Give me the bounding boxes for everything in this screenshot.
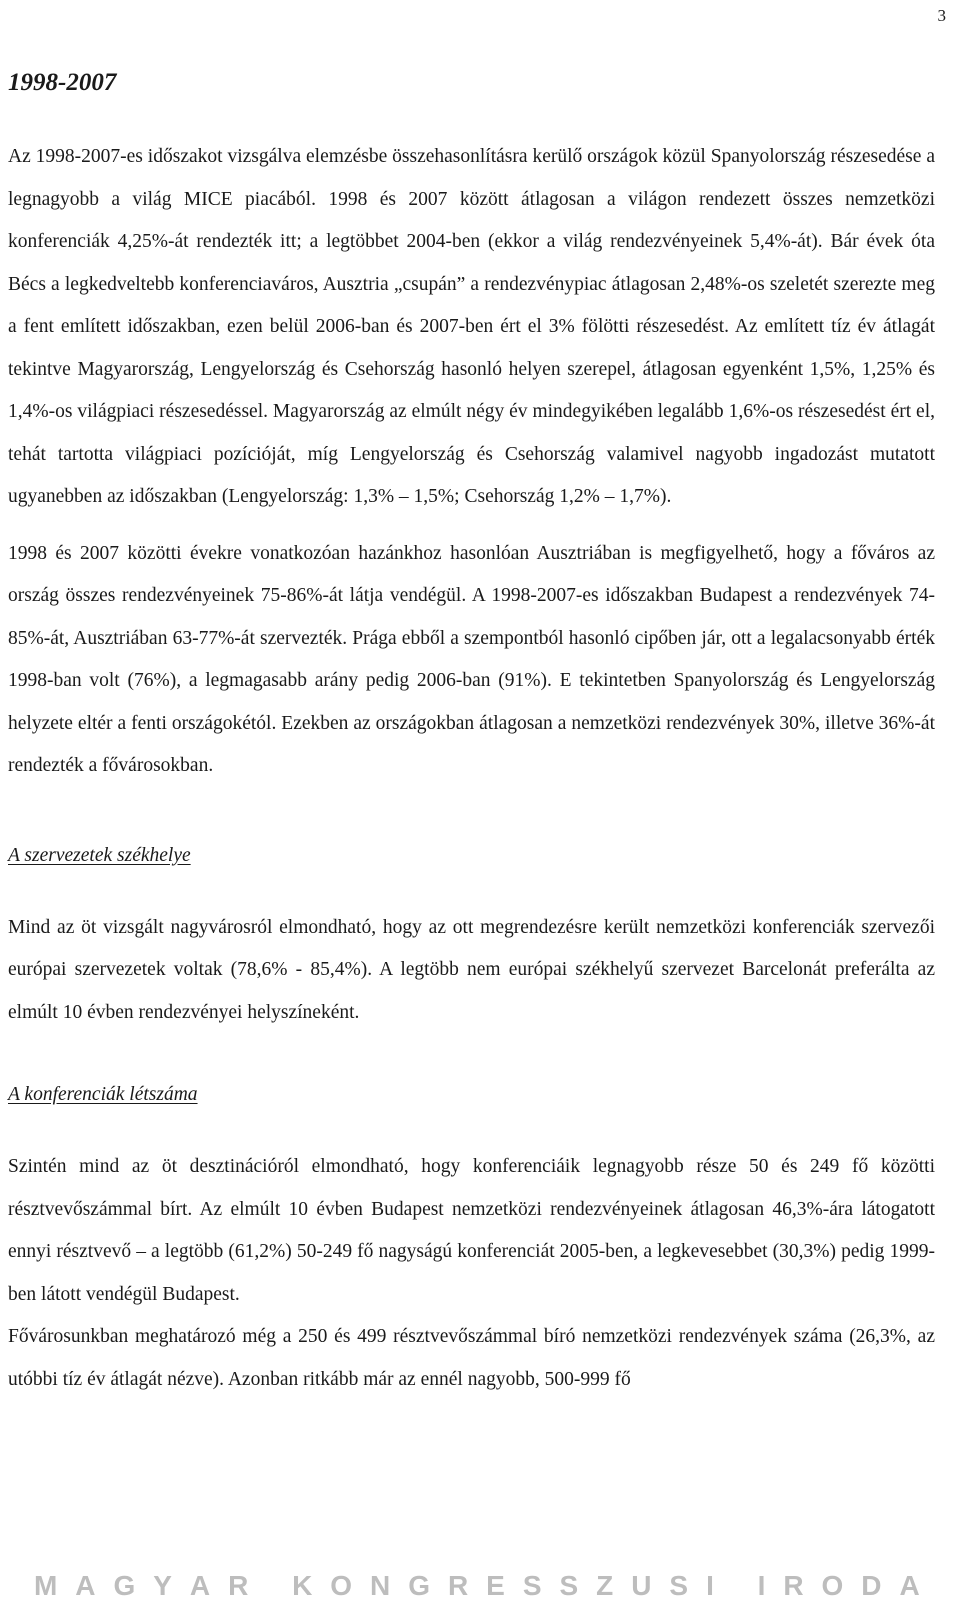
footer-letter: O [330, 1570, 353, 1601]
footer-letter: R [228, 1570, 249, 1601]
footer-letter: A [899, 1570, 920, 1601]
footer-letter: M [34, 1570, 58, 1601]
paragraph-capital-share: 1998 és 2007 közötti évekre vonatkozóan hazánkhoz hasonlóan Ausztriában is megfigyelhető, hogy a főváros az ország összes rendezvényeinek 75-86%-át látja vendégül. A 1998-2007-es időszakban Budapest a rendezvények 74-85%-át, Ausztriában 63-77%-át szervezték. Prága ebből a szempontból hasonló cipőben jár, ott a legalacsonyabb érték 1998-ban volt (76%), a legmagasabb arány pedig 2006-ban (91%). E tekintetben Spanyolország és Lengyelország helyzete eltér a fenti országokétól. Ezekben az országokban átlagosan a nemzetközi rendezvények 30%, illetve 36%-át rendezték a fővárosokban. [8, 542, 935, 776]
footer-letter [266, 1569, 274, 1603]
footer-letter: R [447, 1570, 469, 1601]
footer-letter: N [370, 1570, 391, 1601]
section-title: 1998-2007 [8, 69, 117, 96]
footer-letter: I [757, 1570, 766, 1601]
footer-letter: K [292, 1570, 313, 1601]
footer-letter: R [783, 1570, 804, 1601]
footer-letter: O [821, 1570, 844, 1601]
page-number: 3 [937, 6, 946, 25]
footer-letter: A [189, 1570, 211, 1601]
footer-letter: S [522, 1570, 542, 1601]
footer-letter: I [706, 1570, 714, 1601]
footer-organization-name [0, 1569, 960, 1603]
footer-letter: D [861, 1570, 882, 1601]
footer-letter: E [486, 1570, 505, 1601]
footer-letter: G [113, 1570, 136, 1601]
paragraph-conference-size: Szintén mind az öt desztinációról elmondható, hogy konferenciáik legnagyobb része 50 és 249 fő közötti résztvevőszámmal bírt. Az elmúlt 10 évben Budapest nemzetközi rendezvényeinek átlagosan 46,3%-ára látogatott ennyi résztvevő – a legtöbb (61,2%) 50-249 fő nagyságú konferenciát 2005-ben, a legkevesebbet (30,3%) pedig 1999-ben látott vendégül Budapest. [8, 1156, 935, 1305]
subheading-conference-size: A konferenciák létszáma [8, 1084, 198, 1105]
footer-letter: S [669, 1570, 689, 1601]
footer-letter: U [631, 1570, 652, 1601]
paragraph-capital-participants: Fővárosunkban meghatározó még a 250 és 499 résztvevőszámmal bíró nemzetközi rendezvények száma (26,3%, az utóbbi tíz év átlagát nézve). Azonban ritkább már az ennél nagyobb, 500-999 fő [8, 1326, 935, 1390]
footer-letter: S [559, 1570, 579, 1601]
footer-letter: G [408, 1570, 430, 1601]
paragraph-headquarters: Mind az öt vizsgált nagyvárosról elmondható, hogy az ott megrendezésre került nemzetközi konferenciák szervezői európai szervezetek voltak (78,6% - 85,4%). A legtöbb nem európai székhelyű szervezet Barcelonát preferálta az elmúlt 10 évben rendezvényei helyszíneként. [8, 916, 935, 1023]
paragraph-market-share: Az 1998-2007-es időszakot vizsgálva elemzésbe összehasonlításra kerülő országok közül Spanyolország részesedése a legnagyobb a világ MICE piacából. 1998 és 2007 között átlagosan a világon rendezett összes nemzetközi konferenciák 4,25%-át rendezték itt; a legtöbbet 2004-ben (ekkor a világ rendezvényeinek 5,4%-át). Bár évek óta Bécs a legkedveltebb konferenciaváros, Ausztria „csupán” a rendezvénypiac átlagosan 2,48%-os szeletét szerezte meg a fent említett időszakban, ezen belül 2006-ban és 2007-ben ért el 3% fölötti részesedést. Az említett tíz év átlagát tekintve Magyarország, Lengyelország és Csehország hasonló helyen szerepel, átlagosan egyenként 1,5%, 1,25% és 1,4%-os világpiaci részesedéssel. Magyarország az elmúlt négy év mindegyikében legalább 1,6%-os részesedést ért el, tehát tartotta világpiaci pozícióját, míg Lengyelország és Csehország valamivel nagyobb ingadozást mutatott ugyanebben az időszakban (Lengyelország: 1,3% – 1,5%; Csehország 1,2% – 1,7%). [8, 146, 935, 507]
footer-watermark [0, 1569, 960, 1603]
footer-letter: A [75, 1570, 96, 1601]
footer-letter [732, 1569, 740, 1603]
footer-letter: Y [153, 1570, 172, 1601]
footer-letter: Z [596, 1570, 614, 1601]
subheading-organization-headquarters: A szervezetek székhelye [8, 844, 191, 866]
document-body [8, 68, 935, 1401]
